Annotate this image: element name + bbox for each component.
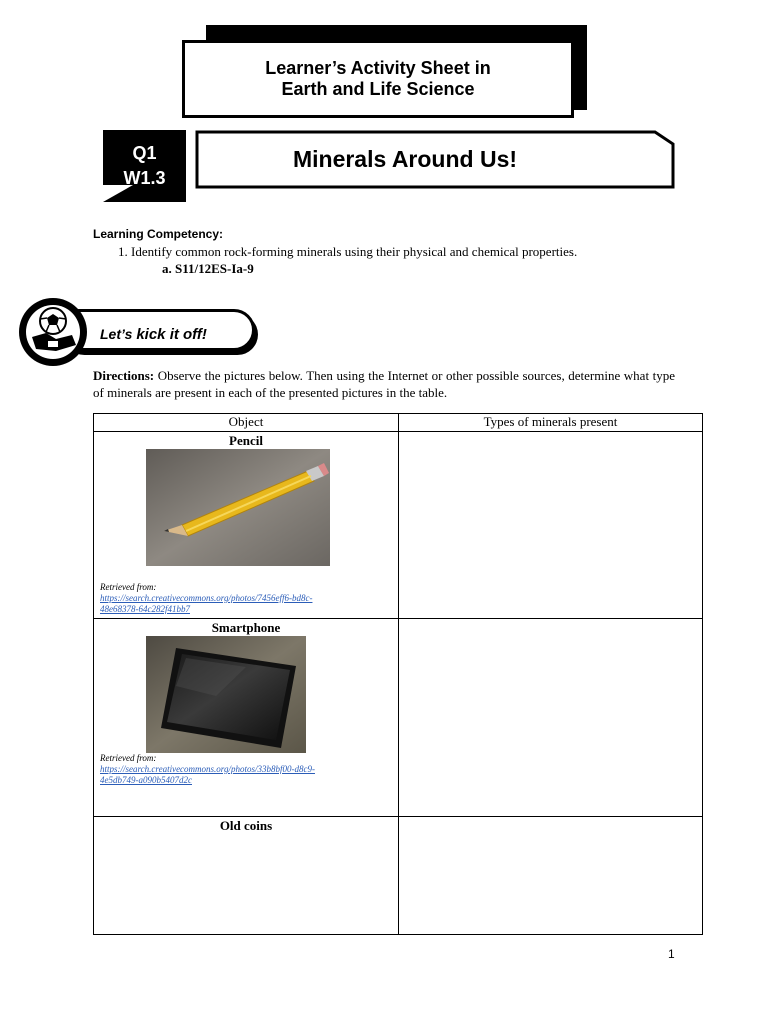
week-label: W1.3 [123, 168, 166, 188]
kickoff-label [100, 326, 207, 343]
table-header-row [94, 414, 703, 432]
kickoff-kick: kick it off! [136, 326, 207, 343]
pencil-source [94, 582, 398, 615]
directions-paragraph [93, 367, 675, 401]
pencil-photo [146, 449, 330, 566]
minerals-cell-smartphone[interactable] [399, 619, 703, 817]
competency-heading: Learning Competency: [93, 227, 224, 241]
object-cell-smartphone [94, 619, 399, 817]
page-number: 1 [668, 947, 675, 961]
source-link[interactable]: https://search.creativecommons.org/photos/33b8bf00-d8c9- [100, 764, 315, 774]
title-box [182, 40, 574, 118]
table-row [94, 619, 703, 817]
object-name: Smartphone [211, 620, 281, 635]
quarter-label: Q1 [132, 143, 157, 163]
competency-code: a. S11/12ES-Ia-9 [162, 261, 254, 276]
directions-label: Directions: [93, 368, 155, 383]
source-link-cont[interactable]: 48e68378-64c282f41bb7 [100, 604, 190, 614]
smartphone-source [94, 753, 398, 786]
object-name: Pencil [229, 433, 263, 448]
source-link-cont[interactable]: 4e5db749-a090b5407d2c [100, 775, 192, 785]
soccer-kick-icon [26, 305, 80, 359]
badge-notch [103, 185, 133, 202]
lesson-title: Minerals Around Us! [292, 146, 518, 172]
smartphone-photo [146, 636, 306, 753]
minerals-cell-old-coins[interactable] [399, 817, 703, 935]
retrieved-label: Retrieved from: [100, 582, 157, 592]
competency-item: 1. Identify common rock-forming minerals using their physical and chemical properties. [118, 244, 578, 259]
retrieved-label: Retrieved from: [100, 753, 157, 763]
table-row [94, 432, 703, 619]
header-minerals: Types of minerals present [399, 414, 703, 432]
object-name: Old coins [219, 818, 273, 833]
minerals-cell-pencil[interactable] [399, 432, 703, 619]
kickoff-lets: Let’s [100, 326, 133, 342]
object-cell-pencil [94, 432, 399, 619]
source-link[interactable]: https://search.creativecommons.org/photos/7456eff6-bd8c- [100, 593, 313, 603]
table-row [94, 817, 703, 935]
directions-text: Observe the pictures below. Then using the Internet or other possible sources, determine what type of minerals are present in each of the presented pictures in the table. [93, 368, 675, 400]
header-object: Object [94, 414, 399, 432]
title-line-1: Learner’s Activity Sheet in [265, 58, 491, 78]
object-cell-old-coins [94, 817, 399, 935]
minerals-table [93, 413, 703, 935]
lesson-title-banner [195, 130, 675, 189]
title-line-2: Earth and Life Science [281, 79, 475, 99]
